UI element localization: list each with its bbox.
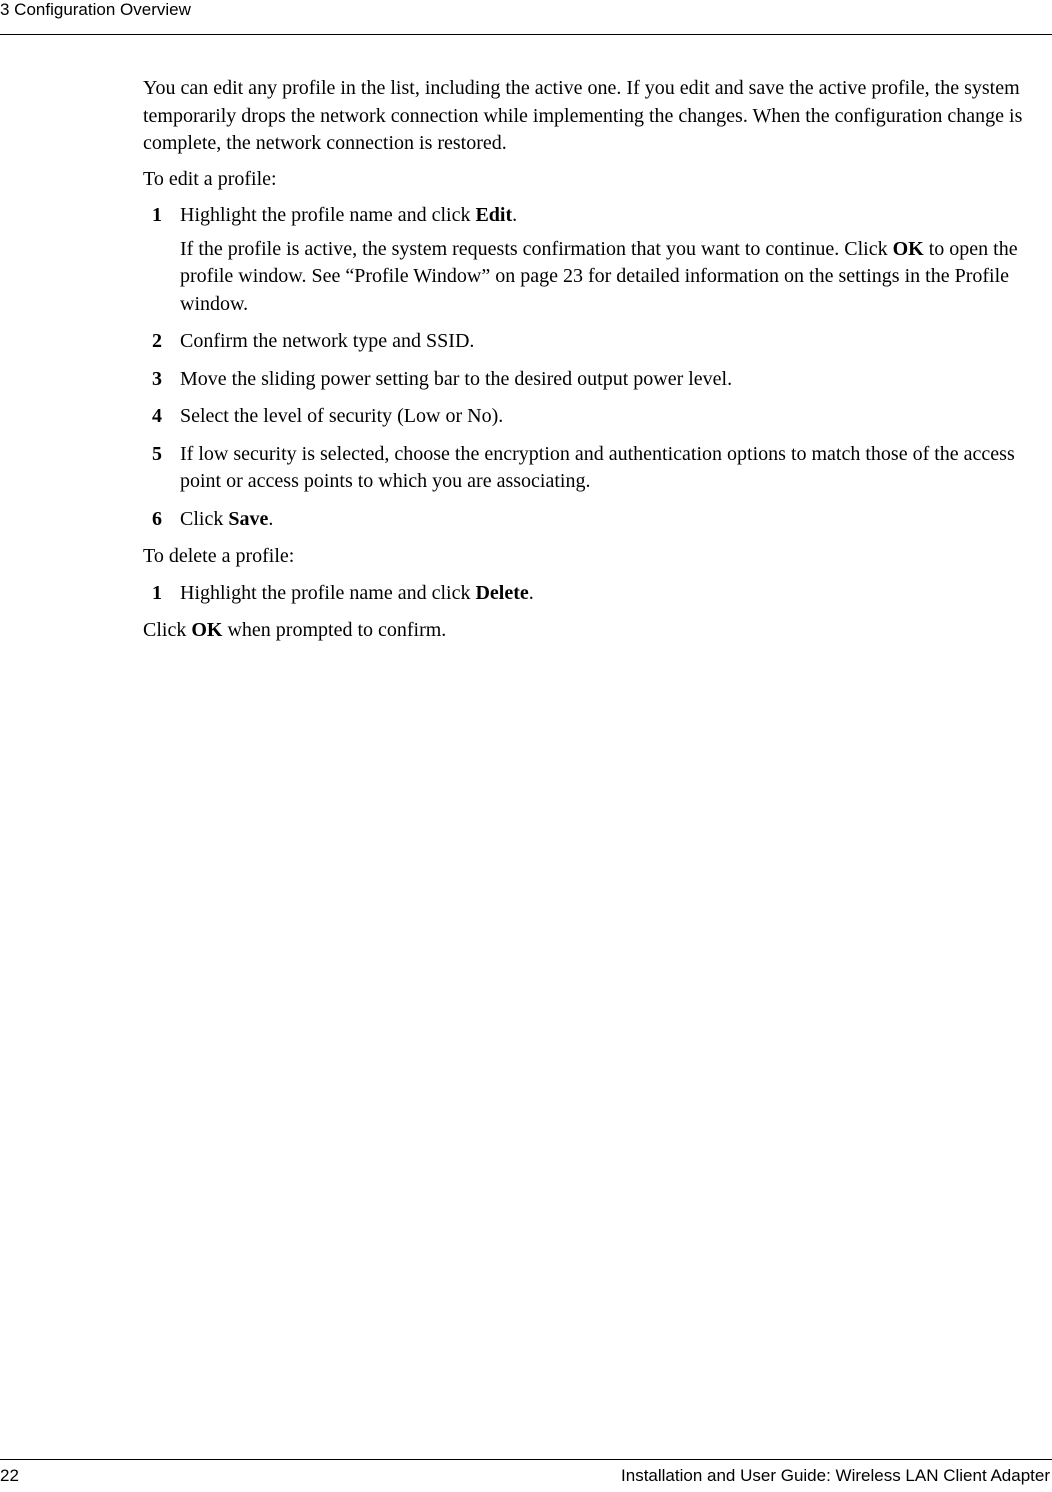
delete-lead: To delete a profile: <box>143 545 295 567</box>
page-number: 22 <box>0 1466 19 1485</box>
step-text: If low security is selected, choose the encryption and authentication options to match those of the access point or access points to which you are associating. <box>180 442 1015 492</box>
step-text: Highlight the profile name and click Edit. <box>180 204 518 226</box>
step-number: 2 <box>152 330 162 352</box>
footer-rule <box>0 1459 1052 1460</box>
edit-step <box>143 328 1048 356</box>
step-number: 5 <box>152 442 162 465</box>
edit-step <box>143 506 1048 534</box>
step-number: 3 <box>152 367 162 390</box>
header-rule <box>0 34 1052 35</box>
running-header: 3 Configuration Overview <box>0 0 191 19</box>
step-text: Highlight the profile name and click Delete. <box>180 581 534 604</box>
step-text: Click Save. <box>180 507 274 530</box>
edit-step <box>143 403 1048 431</box>
step-number: 4 <box>152 405 162 427</box>
edit-step <box>143 202 1048 318</box>
step-text: Select the level of security (Low or No). <box>180 405 504 427</box>
guide-title: Installation and User Guide: Wireless LAN Client Adapter <box>621 1466 1050 1485</box>
edit-step <box>143 441 1048 496</box>
edit-lead: To edit a profile: <box>143 167 277 190</box>
intro-paragraph: You can edit any profile in the list, including the active one. If you edit and save the active profile, the system temporarily drops the network connection while implementing the changes. When the configuration change is complete, the network connection is restored. <box>143 77 1023 154</box>
step-text: Confirm the network type and SSID. <box>180 330 475 352</box>
page-body <box>143 75 1048 645</box>
confirm-instruction: Click OK when prompted to confirm. <box>143 619 447 641</box>
step-text: Move the sliding power setting bar to the desired output power level. <box>180 367 733 390</box>
step-number: 1 <box>152 204 162 226</box>
step-number: 1 <box>152 581 162 604</box>
step-number: 6 <box>152 507 162 530</box>
step-note: If the profile is active, the system requests confirmation that you want to continue. Click OK to open the profile window. See “Profile Window” on page 23 for detailed information on the settings in the Profile window. <box>180 237 1018 315</box>
edit-step <box>143 366 1048 394</box>
delete-step <box>143 580 1048 608</box>
